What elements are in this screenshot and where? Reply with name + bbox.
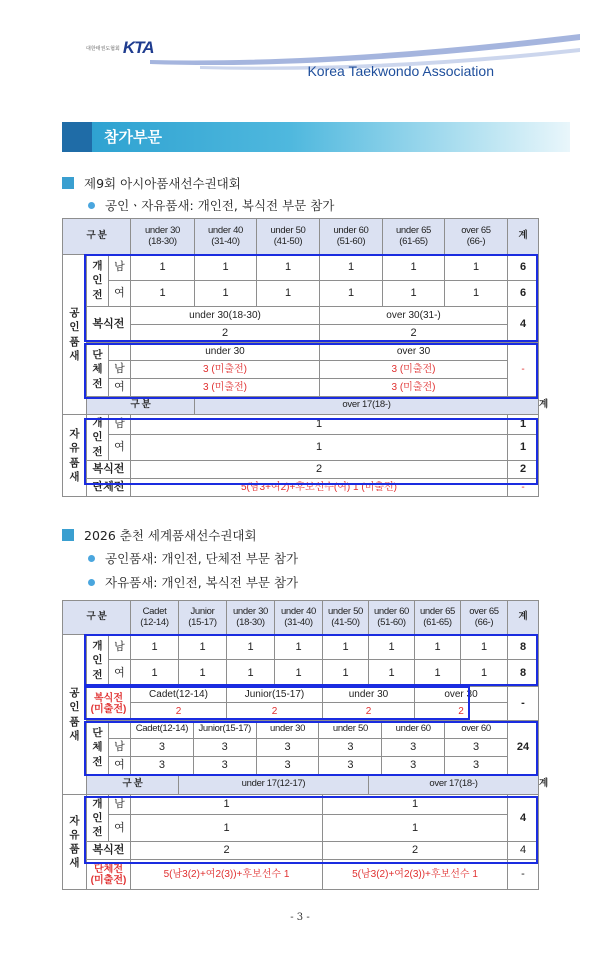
highlight-box [84, 418, 538, 485]
event2-title: 2026 춘천 세계품새선수권대회 [84, 528, 257, 543]
header-col: under 50 (41-50) [257, 219, 320, 255]
table-cell: 2 [131, 703, 227, 721]
header-gubun: 구 분 [63, 601, 131, 635]
table-cell: 1 [195, 281, 257, 307]
table-cell: 1 [131, 435, 508, 461]
header-col: under 50 (41-50) [323, 601, 369, 635]
header-col: under 30 (18-30) [131, 219, 195, 255]
table-cell: 1 [323, 815, 508, 842]
table-cell: 1 [461, 660, 508, 687]
table-cell: 1 [179, 660, 227, 687]
gaein-label: 개 인 전 [87, 635, 109, 687]
table-cell: 3 [382, 739, 445, 756]
event1-bullet-text: 공인ㆍ자유품새: 개인전, 복식전 부문 참가 [105, 198, 335, 213]
table-cell: 1 [227, 635, 275, 660]
table-cell: 1 [131, 281, 195, 307]
table-cell: 1 [257, 255, 320, 281]
table-cell: 1 [383, 281, 445, 307]
female-label: 여 [109, 281, 131, 307]
table-row [63, 860, 539, 890]
male-label: 남 [109, 255, 131, 281]
table-cell: 1 [131, 635, 179, 660]
sub-header: under 30 [131, 343, 320, 361]
org-name: Korea Taekwondo Association [307, 63, 494, 79]
sub-header: under 30 [257, 721, 320, 738]
sub-header: over 30 [320, 343, 508, 361]
header-col: under 60 (51-60) [369, 601, 415, 635]
header-total: 계 [508, 219, 539, 255]
highlight-box-red-area [84, 686, 470, 720]
table-cell: 3 [472, 741, 480, 754]
table-cell: 1 [415, 635, 461, 660]
header-col: Junior (15-17) [179, 601, 227, 635]
header-col: under 40 (31-40) [195, 219, 257, 255]
section-title-block [62, 122, 92, 152]
sub-header: Cadet(12-14) [131, 721, 194, 738]
table-cell: 3 (미출전) [320, 361, 508, 379]
table-cell: 1 [323, 795, 508, 815]
table-cell: 3 (미출전) [131, 361, 320, 379]
male-label: 남 [109, 415, 131, 435]
table-cell: 1 [445, 255, 508, 281]
female-label: 여 [109, 757, 131, 775]
male-label: 남 [109, 795, 131, 815]
sub-header: under 50 [319, 721, 382, 738]
header-col: under 40 (31-40) [275, 601, 323, 635]
table-cell: 1 [131, 660, 179, 687]
male-label: 남 [109, 739, 131, 757]
table-cell: 1 [369, 660, 415, 687]
header-col: over 65 (66-) [445, 219, 508, 255]
row-total: 4 [508, 842, 539, 860]
table-cell: 3 (미출전) [320, 379, 508, 397]
event1-title: 제9회 아시아품새선수권대회 [84, 176, 241, 191]
sub-header: under 60 [382, 721, 445, 738]
table-header-row [63, 219, 539, 255]
table-cell: 3 [194, 757, 257, 774]
jayu-label: 자 유 품 새 [63, 415, 87, 497]
table-cell: 1 [195, 255, 257, 281]
highlight-box [84, 254, 538, 342]
row-total: - [508, 479, 539, 497]
table-cell: 1 [131, 795, 323, 815]
round-bullet-icon [88, 555, 95, 562]
table-cell: 1 [131, 415, 508, 435]
table-cell: 1 [320, 255, 383, 281]
sub-header: under 30(18-30) [131, 307, 320, 325]
table-header-row: 구 분 over 17(18-) 계 [63, 397, 539, 415]
table-cell: 1 [179, 635, 227, 660]
row-total: 1 [508, 415, 539, 435]
table-cell: 1 [131, 255, 195, 281]
table-cell: 1 [323, 660, 369, 687]
header-col: Cadet (12-14) [131, 601, 179, 635]
table-cell: 1 [415, 660, 461, 687]
row-total: - [508, 687, 539, 721]
bokshik-label: 복식전 (미출전) [87, 687, 131, 721]
sub-header: over 30 [415, 687, 508, 703]
gaein-label: 개 인 전 [87, 795, 109, 842]
table-header-row: 구 분 under 17(12-17) over 17(18-) 계 [63, 775, 539, 795]
round-bullet-icon [88, 202, 95, 209]
danche-label: 단 체 전 [87, 721, 109, 775]
table-cell: 2 [415, 703, 508, 721]
logo-mark: KTA [122, 38, 154, 57]
row-total: 2 [508, 461, 539, 479]
female-label: 여 [109, 435, 131, 461]
danche-label: 단체전 (미출전) [87, 860, 131, 890]
table-cell: 5(남3+여2)+후보선수(여) 1 (미출전) [131, 479, 508, 497]
table-cell: 1 [461, 635, 508, 660]
header-col: under 60 (51-60) [320, 219, 383, 255]
header-col: over 17(18-) [195, 397, 539, 415]
table-cell: 1 [275, 660, 323, 687]
round-bullet-icon [88, 579, 95, 586]
header-gubun: 구 분 [87, 397, 195, 415]
table-cell: 3 [257, 757, 320, 774]
table-cell: 3 [257, 739, 320, 756]
gongin-label: 공 인 품 새 [63, 255, 87, 415]
bokshik-label: 복식전 [87, 461, 131, 479]
table-cell: 3 [382, 757, 445, 774]
highlight-box [84, 634, 538, 686]
section-title: 참가부문 [104, 128, 162, 146]
sub-header: over 60 [461, 723, 491, 735]
table-cell: 2 [131, 842, 323, 860]
gongin-label: 공 인 품 새 [63, 635, 87, 795]
table-cell: 2 [323, 842, 508, 860]
square-bullet-icon [62, 177, 74, 189]
table-cell: 3 [319, 739, 382, 756]
logo-small-text: 대한태권도협회 [86, 45, 120, 52]
table-cell: 1 [227, 660, 275, 687]
table-cell: 2 [320, 325, 508, 343]
table-cell: 3 [319, 757, 382, 774]
table-cell: 1 [445, 281, 508, 307]
table-cell: 1 [369, 635, 415, 660]
table-cell: 2 [131, 461, 508, 479]
header-col: under 30 (18-30) [227, 601, 275, 635]
sub-header: Junior(15-17) [194, 721, 257, 738]
header-col: under 65 (61-65) [383, 219, 445, 255]
row-total: 8 [508, 635, 539, 660]
female-label: 여 [109, 379, 131, 397]
event2-bullet [88, 549, 298, 567]
sub-header: under 30 [323, 687, 415, 703]
table-cell: 3 [472, 759, 480, 772]
jayu-label: 자 유 품 새 [63, 795, 87, 890]
table-cell: 3 [131, 739, 194, 756]
header-col: under 17(12-17) [179, 775, 369, 795]
event2-bullet-text: 공인품새: 개인전, 단체전 부문 참가 [105, 551, 299, 566]
header-col: over 65 (66-) [461, 601, 508, 635]
row-total: 6 [508, 281, 539, 307]
table-cell: 2 [323, 703, 415, 721]
gaein-label: 개 인 전 [87, 415, 109, 461]
event2-bullet [88, 573, 298, 591]
highlight-box [84, 796, 538, 864]
table-cell: 3 [194, 739, 257, 756]
page-number: - 3 - [290, 912, 310, 923]
gaein-label: 개 인 전 [87, 255, 109, 307]
sub-header: over 30(31-) [320, 307, 508, 325]
event1-heading [62, 174, 241, 192]
square-bullet-icon [62, 529, 74, 541]
header-gubun: 구 분 [87, 775, 179, 795]
row-total: 1 [508, 435, 539, 461]
female-label: 여 [109, 815, 131, 842]
header-total: 계 [508, 601, 539, 635]
male-label: 남 [109, 635, 131, 660]
table-cell: 1 [323, 635, 369, 660]
table-cell: 3 (미출전) [131, 379, 320, 397]
row-total: 24 [508, 721, 539, 775]
highlight-box [84, 343, 538, 399]
table-cell: 2 [227, 703, 323, 721]
sub-header: Junior(15-17) [227, 687, 323, 703]
event2-heading [62, 526, 257, 544]
table-cell: 1 [383, 255, 445, 281]
kta-logo [86, 38, 154, 58]
table-cell: 1 [275, 635, 323, 660]
bokshik-label: 복식전 [87, 307, 131, 343]
row-total: 8 [508, 660, 539, 687]
row-total: 4 [508, 795, 539, 842]
header-gubun: 구 분 [63, 219, 131, 255]
bokshik-label: 복식전 [87, 842, 131, 860]
row-total: 6 [508, 255, 539, 281]
table-header-row [63, 601, 539, 635]
table-cell: 1 [320, 281, 383, 307]
header-col: over 17(18-) [369, 775, 539, 795]
male-label: 남 [109, 361, 131, 379]
event2-bullet-text: 자유품새: 개인전, 복식전 부문 참가 [105, 575, 299, 590]
header-col: under 65 (61-65) [415, 601, 461, 635]
row-total: - [508, 860, 539, 890]
female-label: 여 [109, 660, 131, 687]
table-cell: 2 [131, 325, 320, 343]
sub-header: Cadet(12-14) [131, 687, 227, 703]
danche-label: 단 체 전 [87, 343, 109, 397]
event1-bullet [88, 196, 334, 214]
table-cell: 1 [257, 281, 320, 307]
highlight-box [84, 721, 538, 776]
table-cell: 5(남3(2)+여2(3))+후보선수 1 [131, 860, 323, 890]
table-cell: 1 [131, 815, 323, 842]
table-cell: 5(남3(2)+여2(3))+후보선수 1 [323, 860, 508, 890]
row-total: 4 [508, 307, 539, 343]
row-total: - [508, 343, 539, 397]
table-cell: 3 [131, 757, 194, 774]
section-title-bar [62, 122, 570, 152]
danche-label: 단체전 [87, 479, 131, 497]
